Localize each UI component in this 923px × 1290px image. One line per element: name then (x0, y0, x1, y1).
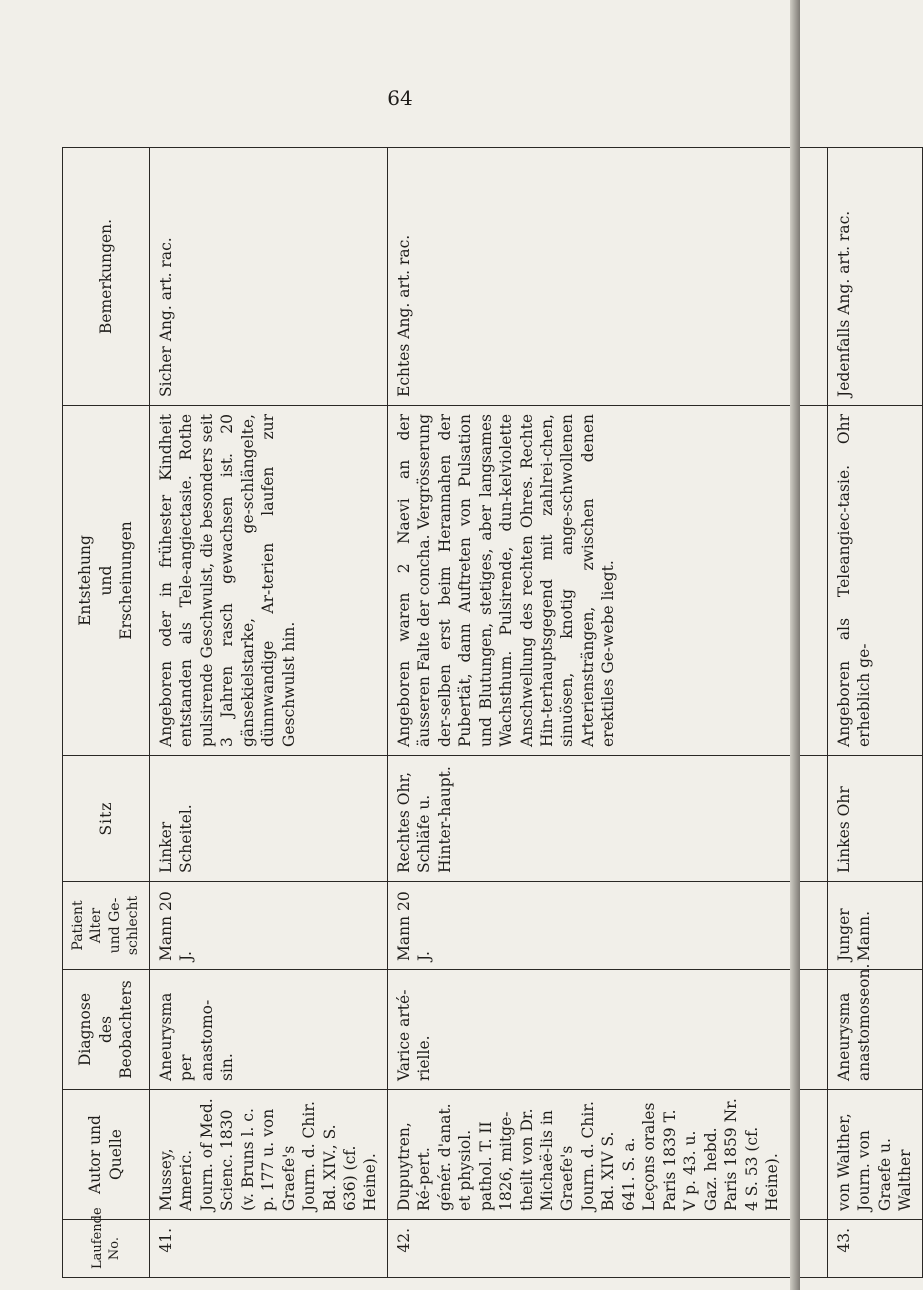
header-patient (63, 882, 150, 970)
remarks: Jedenfalls Ang. art. rac. (827, 148, 922, 406)
origin-findings: Angeboren als Teleangiec-tasie. Ohr erheblich ge- (827, 406, 922, 756)
header-entstehung-line: Entstehung (76, 535, 95, 626)
rotated-table-wrapper (62, 148, 915, 1278)
table-row (387, 148, 827, 1278)
table-row (827, 148, 922, 1278)
origin-findings: Angeboren waren 2 Naevi an der äusseren Falte der concha. Vergrösserung der-selben erst beim Herannahen der Pubertät, dann Auftreten von Pulsation und Blutungen, stetiges, aber langsames Wachsthum. Pulsirende, dun-kelviolette Anschwellung des rechten Ohres. Rechte Hin-terhauptsgegend mit zahlrei-chen, sinuösen, knotig ange-schwollenen Arteriensträngen, zwischen denen erektiles Ge-webe liegt. (387, 406, 827, 756)
header-diagnose (63, 970, 150, 1090)
header-autor: Autor und Quelle (63, 1090, 150, 1220)
table-row (149, 148, 387, 1278)
diagnosis: Aneurysma anastomoseon. (827, 970, 922, 1090)
diagnosis: Aneurysma per anastomo-sin. (149, 970, 387, 1090)
header-bemerkungen: Bemerkungen. (63, 148, 150, 406)
page-edge-shadow (790, 0, 800, 1290)
author-source: Dupuytren, Ré-pert. génér. d'anat. et physiol. pathol. T. II 1826, mitge-theilt von Dr. Michaë-lis in Graefe's Journ. d. Chir. Bd. XIV S. 641. S. a. Leçons orales Paris 1839 T. V p. 43. u. Gaz. hebd. Paris 1859 Nr. 4 S. 53 (cf. Heine). (387, 1090, 827, 1220)
location: Rechtes Ohr, Schläfe u. Hinter-haupt. (387, 756, 827, 882)
page-number: 64 (387, 86, 413, 110)
header-diagnose-line: des (96, 1015, 115, 1044)
case-number: 41. (149, 1220, 387, 1278)
header-num: Laufende No. (63, 1220, 150, 1278)
header-patient-line: Patient (70, 900, 86, 951)
author-source: Mussey, Americ. Journ. of Med. Scienc. 1830 (v. Bruns l. c. p. 177 u. von Graefe's Journ. d. Chir. Bd. XIV., S. 636) (cf. Heine). (149, 1090, 387, 1220)
diagnosis: Varice arté-rielle. (387, 970, 827, 1090)
header-entstehung-line: und (96, 565, 115, 596)
header-patient-line: und Ge- (106, 897, 123, 954)
patient: Mann 20 J. (387, 882, 827, 970)
header-diagnose-line: Beobachters (117, 980, 136, 1079)
header-diagnose-line: Diagnose (76, 993, 95, 1066)
header-entstehung-line: Erscheinungen (117, 521, 136, 640)
patient: Mann 20 J. (149, 882, 387, 970)
remarks: Echtes Ang. art. rac. (387, 148, 827, 406)
header-patient-line: schlecht (125, 895, 142, 956)
header-sitz: Sitz (63, 756, 150, 882)
patient: Junger Mann. (827, 882, 922, 970)
case-number: 43. (827, 1220, 922, 1278)
author-source: von Walther, Journ. von Graefe u. Walther (827, 1090, 922, 1220)
case-table-area (62, 148, 915, 1278)
origin-findings: Angeboren oder in frühester Kindheit entstanden als Tele-angiectasie. Rothe pulsirende Geschwulst, die besonders seit 3 Jahren rasch gewachsen ist. 20 gänsekielstarke, ge-schlängelte, dünnwandige Ar-terien laufen zur Geschwulst hin. (149, 406, 387, 756)
case-number: 42. (387, 1220, 827, 1278)
header-row (63, 148, 150, 1278)
location: Linker Scheitel. (149, 756, 387, 882)
header-entstehung (63, 406, 150, 756)
header-patient-line: Alter (88, 907, 105, 944)
remarks: Sicher Ang. art. rac. (149, 148, 387, 406)
location: Linkes Ohr (827, 756, 922, 882)
